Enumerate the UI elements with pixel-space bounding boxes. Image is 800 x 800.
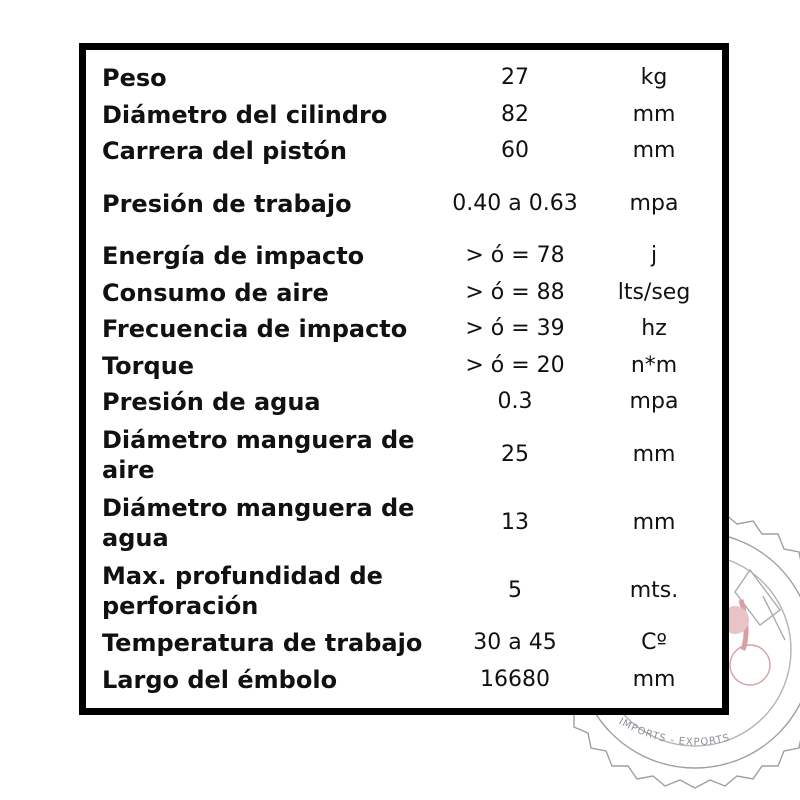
table-row — [96, 489, 714, 557]
specifications-table — [79, 43, 729, 715]
spec-unit: mpa — [629, 190, 679, 216]
spec-name: Diámetro manguera de agua — [102, 493, 415, 552]
table-row — [96, 384, 714, 421]
spec-name: Energía de impacto — [102, 242, 365, 271]
spec-name: Frecuencia de impacto — [102, 315, 408, 344]
spec-unit: mpa — [629, 389, 679, 415]
spec-value: 25 — [501, 441, 529, 467]
spec-value: > ó = 88 — [465, 279, 565, 305]
spec-unit: n*m — [630, 352, 678, 378]
spec-name: Largo del émbolo — [102, 665, 338, 694]
spec-value: 0.3 — [497, 389, 533, 415]
spec-unit: mm — [632, 441, 676, 467]
spec-name: Temperatura de trabajo — [102, 629, 423, 658]
spec-unit: mts. — [629, 577, 679, 603]
spec-name: Presión de agua — [102, 388, 321, 417]
spec-name: Carrera del pistón — [102, 137, 347, 166]
spec-value: > ó = 78 — [465, 243, 565, 269]
spec-name: Diámetro del cilindro — [102, 100, 388, 129]
spec-unit: mm — [632, 101, 676, 127]
spec-value: > ó = 39 — [465, 316, 565, 342]
table-row — [96, 238, 714, 275]
table-row — [96, 661, 714, 698]
spec-name: Torque — [102, 351, 195, 380]
spec-value: 30 a 45 — [473, 630, 557, 656]
table-row — [96, 274, 714, 311]
spec-unit: lts/seg — [617, 279, 691, 305]
spec-unit: mm — [632, 666, 676, 692]
spec-value: 60 — [501, 138, 529, 164]
spec-value: 13 — [501, 509, 529, 535]
table-row — [96, 347, 714, 384]
spec-unit: kg — [640, 65, 668, 91]
spec-value: 5 — [508, 577, 522, 603]
svg-text:IMPORTS - EXPORTS — [617, 716, 732, 748]
spec-value: 16680 — [480, 666, 550, 692]
table-row — [96, 170, 714, 238]
seal-text: IMPORTS - EXPORTS — [616, 716, 732, 749]
table-row — [96, 625, 714, 662]
spec-name: Consumo de aire — [102, 278, 329, 307]
table-row — [96, 421, 714, 489]
spec-value: 0.40 a 0.63 — [452, 190, 578, 216]
table-row — [96, 557, 714, 625]
table-row — [96, 133, 714, 170]
spec-unit: mm — [632, 138, 676, 164]
spec-name: Diámetro manguera de aire — [102, 425, 415, 484]
table-row — [96, 60, 714, 97]
spec-name: Presión de trabajo — [102, 189, 352, 218]
spec-name: Max. profundidad de perforación — [102, 561, 383, 620]
spec-unit: j — [650, 243, 658, 269]
table-row — [96, 311, 714, 348]
spec-name: Peso — [102, 64, 167, 93]
spec-value: 82 — [501, 101, 529, 127]
spec-value: 27 — [501, 65, 529, 91]
spec-value: > ó = 20 — [465, 352, 565, 378]
table-row — [96, 97, 714, 134]
spec-unit: mm — [632, 509, 676, 535]
spec-unit: Cº — [641, 630, 667, 656]
spec-unit: hz — [641, 316, 667, 342]
